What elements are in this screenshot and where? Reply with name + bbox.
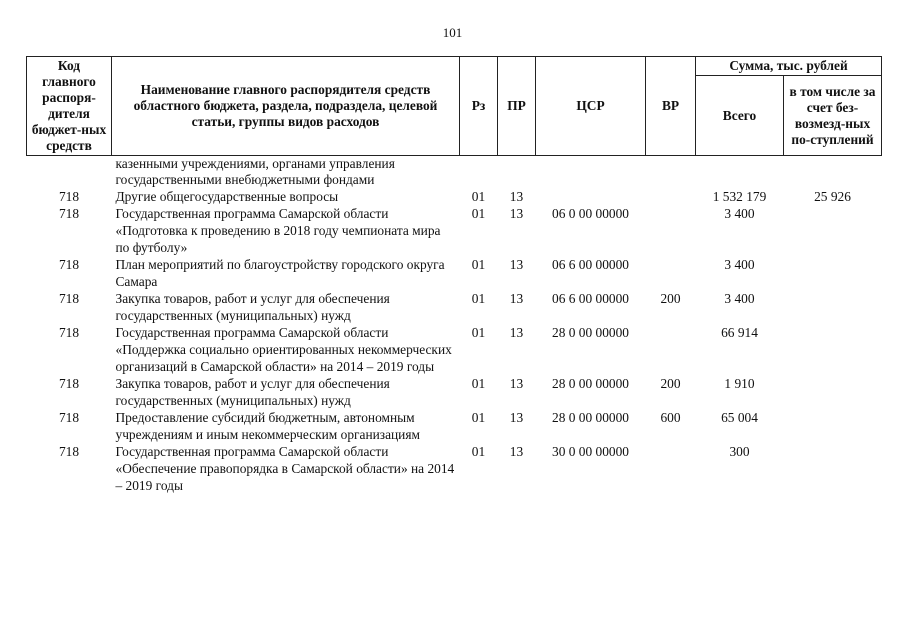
row-pr: 13 (509, 444, 524, 459)
row-name: План мероприятий по благоустройству городского округа Самара (115, 257, 445, 289)
row-pr: 13 (509, 376, 524, 391)
table-row (27, 205, 882, 256)
header-free: в том числе за счет без-возмезд-ных по-ступлений (784, 76, 882, 156)
header-sum-group: Сумма, тыс. рублей (696, 57, 882, 76)
header-rz: Рз (460, 57, 498, 156)
row-code: 718 (58, 325, 80, 340)
row-free (784, 324, 882, 375)
row-vr: 200 (660, 376, 681, 391)
table-header (27, 57, 882, 156)
row-pr: 13 (509, 257, 524, 272)
row-name: Государственная программа Самарской области «Обеспечение правопорядка в Самарской области» на 2014 – 2019 годы (115, 444, 455, 493)
row-rz: 01 (471, 189, 486, 204)
row-csr: 06 0 00 00000 (552, 206, 629, 221)
row-total: 66 914 (721, 325, 758, 340)
header-pr: ПР (498, 57, 536, 156)
row-code: 718 (58, 444, 80, 459)
row-vr (646, 256, 696, 290)
table-row (27, 409, 882, 443)
row-free (784, 409, 882, 443)
row-vr (646, 443, 696, 496)
row-code: 718 (58, 410, 80, 425)
row-free (784, 443, 882, 496)
row-free (784, 205, 882, 256)
row-rz: 01 (471, 376, 486, 391)
row-code: 718 (58, 189, 80, 204)
page-number: 101 (442, 25, 463, 40)
row-csr (536, 188, 646, 205)
budget-table (26, 56, 882, 496)
header-total: Всего (696, 76, 784, 156)
row-pr: 13 (509, 410, 524, 425)
table-row (27, 290, 882, 324)
row-total: 65 004 (721, 410, 758, 425)
header-vr: ВР (646, 57, 696, 156)
row-free: 25 926 (814, 189, 851, 204)
row-name: Государственная программа Самарской области «Поддержка социально ориентированных некоммерческих организаций в Самарской области» на 2014 – 2019 годы (115, 325, 452, 374)
row-pr: 13 (509, 325, 524, 340)
row-name: Государственная программа Самарской области «Подготовка к проведению в 2018 году чемпионата мира по футболу» (115, 206, 441, 255)
row-csr: 06 6 00 00000 (552, 257, 629, 272)
row-free (784, 290, 882, 324)
row-rz: 01 (471, 291, 486, 306)
row-total: 1 910 (724, 376, 755, 391)
row-total: 1 532 179 (712, 189, 767, 204)
row-code: 718 (58, 376, 80, 391)
continuation-text: казенными учреждениями, органами управления государственными внебюджетными фондами (115, 156, 395, 187)
row-total: 3 400 (724, 257, 755, 272)
row-pr: 13 (509, 206, 524, 221)
table-body (27, 156, 882, 497)
table-row (27, 256, 882, 290)
row-csr: 28 0 00 00000 (552, 376, 629, 391)
row-vr (646, 324, 696, 375)
table-row (27, 188, 882, 205)
row-vr (646, 205, 696, 256)
table-row (27, 324, 882, 375)
row-rz: 01 (471, 257, 486, 272)
row-total: 3 400 (724, 206, 755, 221)
row-code: 718 (58, 206, 80, 221)
row-csr: 28 0 00 00000 (552, 410, 629, 425)
row-rz: 01 (471, 444, 486, 459)
row-vr (646, 188, 696, 205)
row-code: 718 (58, 291, 80, 306)
row-vr: 200 (660, 291, 681, 306)
row-csr: 06 6 00 00000 (552, 291, 629, 306)
row-code: 718 (58, 257, 80, 272)
header-name: Наименование главного распорядителя средств областного бюджета, раздела, подраздела, целевой статьи, группы видов расходов (112, 57, 460, 156)
row-total: 300 (729, 444, 750, 459)
row-csr: 30 0 00 00000 (552, 444, 629, 459)
header-csr: ЦСР (536, 57, 646, 156)
row-csr: 28 0 00 00000 (552, 325, 629, 340)
row-rz: 01 (471, 410, 486, 425)
row-name: Закупка товаров, работ и услуг для обеспечения государственных (муниципальных) нужд (115, 376, 390, 408)
row-pr: 13 (509, 189, 524, 204)
row-free (784, 256, 882, 290)
row-rz: 01 (471, 325, 486, 340)
row-name: Закупка товаров, работ и услуг для обеспечения государственных (муниципальных) нужд (115, 291, 390, 323)
row-total: 3 400 (724, 291, 755, 306)
row-pr: 13 (509, 291, 524, 306)
table-row (27, 443, 882, 496)
continuation-row (27, 156, 882, 189)
row-free (784, 375, 882, 409)
header-code: Код главного распоря-дителя бюджет-ных средств (27, 57, 112, 156)
row-rz: 01 (471, 206, 486, 221)
table-row (27, 375, 882, 409)
row-name: Предоставление субсидий бюджетным, автономным учреждениям и иным некоммерческим организациям (115, 410, 420, 442)
row-name: Другие общегосударственные вопросы (115, 189, 339, 204)
row-vr: 600 (660, 410, 681, 425)
